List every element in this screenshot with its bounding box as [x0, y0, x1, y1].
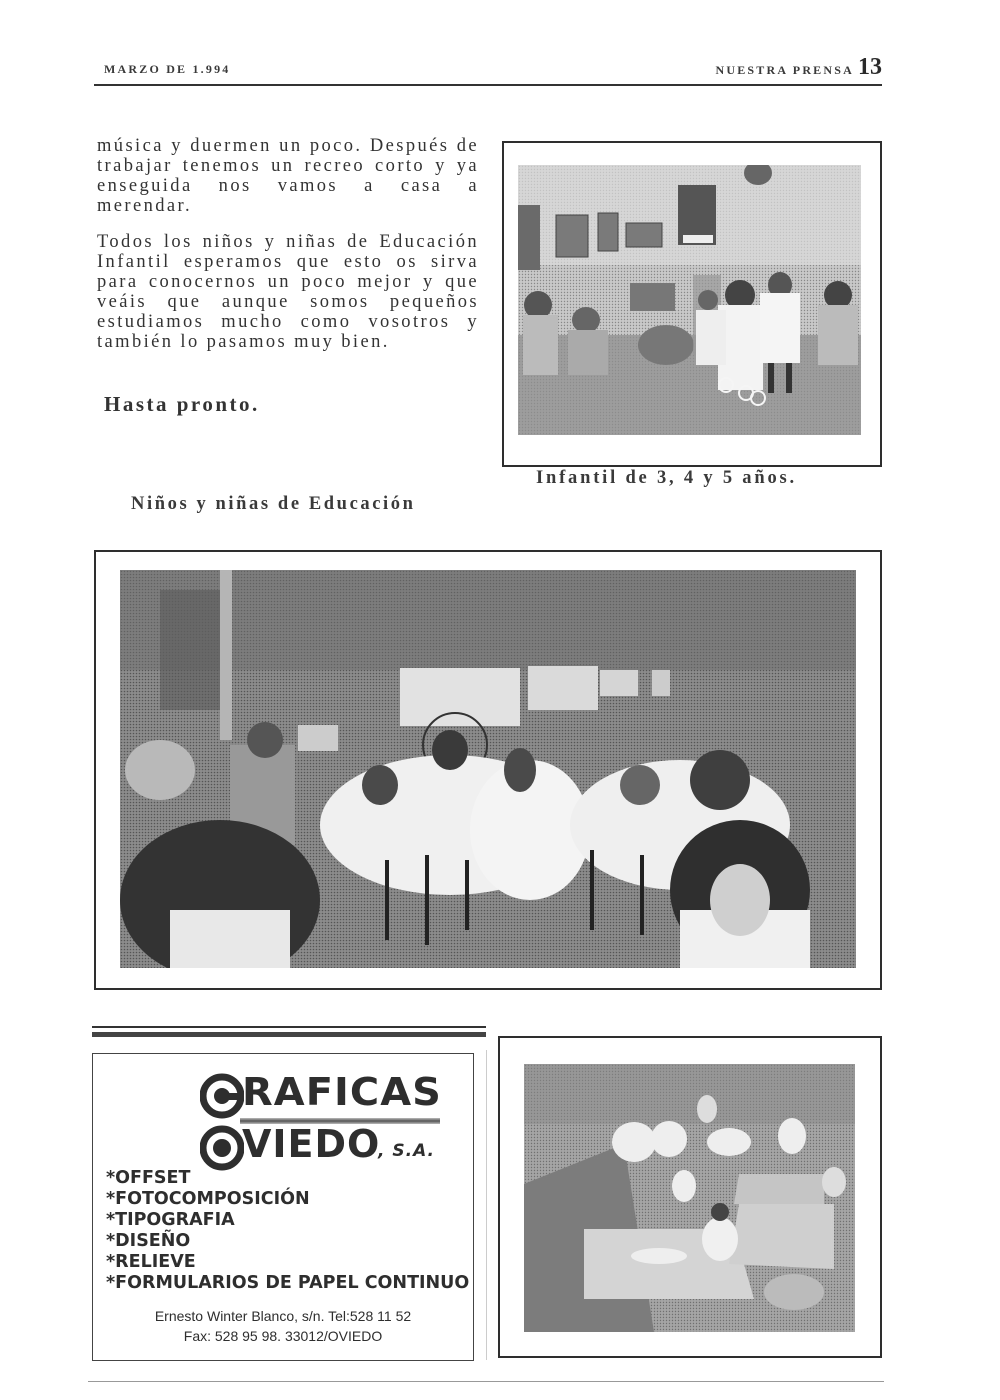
photo-classroom-play-corner — [518, 165, 861, 435]
service-item: *TIPOGRAFIA — [106, 1210, 235, 1230]
logo-line2: VIEDO — [242, 1122, 381, 1166]
article-signoff: Hasta pronto. — [104, 392, 260, 416]
ad-rule-thick — [92, 1032, 486, 1037]
photo-classroom-floor-mats — [524, 1064, 855, 1332]
service-item: *FORMULARIOS DE PAPEL CONTINUO — [106, 1273, 470, 1293]
photo-classroom-tables — [120, 570, 856, 968]
service-item: *RELIEVE — [106, 1252, 196, 1272]
ad-rule-thin — [92, 1026, 486, 1028]
page-number: 13 — [858, 54, 882, 80]
logo-suffix: , S.A. — [378, 1141, 436, 1161]
article-body — [97, 136, 479, 368]
column-separator — [486, 1050, 487, 1360]
company-logo — [200, 1068, 450, 1178]
logo-g-o-emblem-icon — [200, 1068, 244, 1178]
address-line: Ernesto Winter Blanco, s/n. Tel:528 11 52 — [154, 1308, 412, 1324]
logo-line1: RAFICAS — [242, 1070, 442, 1114]
article-paragraph: música y duermen un poco. Después de trabajar tenemos un recreo corto y ya enseguida nos vamos a casa a merendar. — [97, 136, 479, 216]
service-item: *FOTOCOMPOSICIÓN — [106, 1189, 310, 1209]
fax-line: Fax: 528 95 98. 33012/OVIEDO — [183, 1328, 383, 1344]
publication-name: NUESTRA PRENSA — [715, 63, 854, 77]
publication-header — [716, 54, 883, 81]
service-item: *OFFSET — [106, 1168, 191, 1188]
header-rule — [94, 84, 882, 86]
services-list — [106, 1168, 469, 1294]
photo-caption-part1: Niños y niñas de Educación — [131, 494, 416, 514]
footer-rule — [88, 1381, 884, 1382]
service-item: *DISEÑO — [106, 1231, 191, 1251]
article-paragraph: Todos los niños y niñas de Educación Infantil esperamos que esto os sirva para conocernos un poco mejor y que veáis que aunque somos pequeños estudiamos mucho como vosotros y también lo pasamos muy bien. — [97, 232, 479, 352]
photo-caption-part2: Infantil de 3, 4 y 5 años. — [536, 468, 797, 488]
company-address — [92, 1306, 474, 1346]
issue-date: MARZO DE 1.994 — [104, 62, 231, 76]
